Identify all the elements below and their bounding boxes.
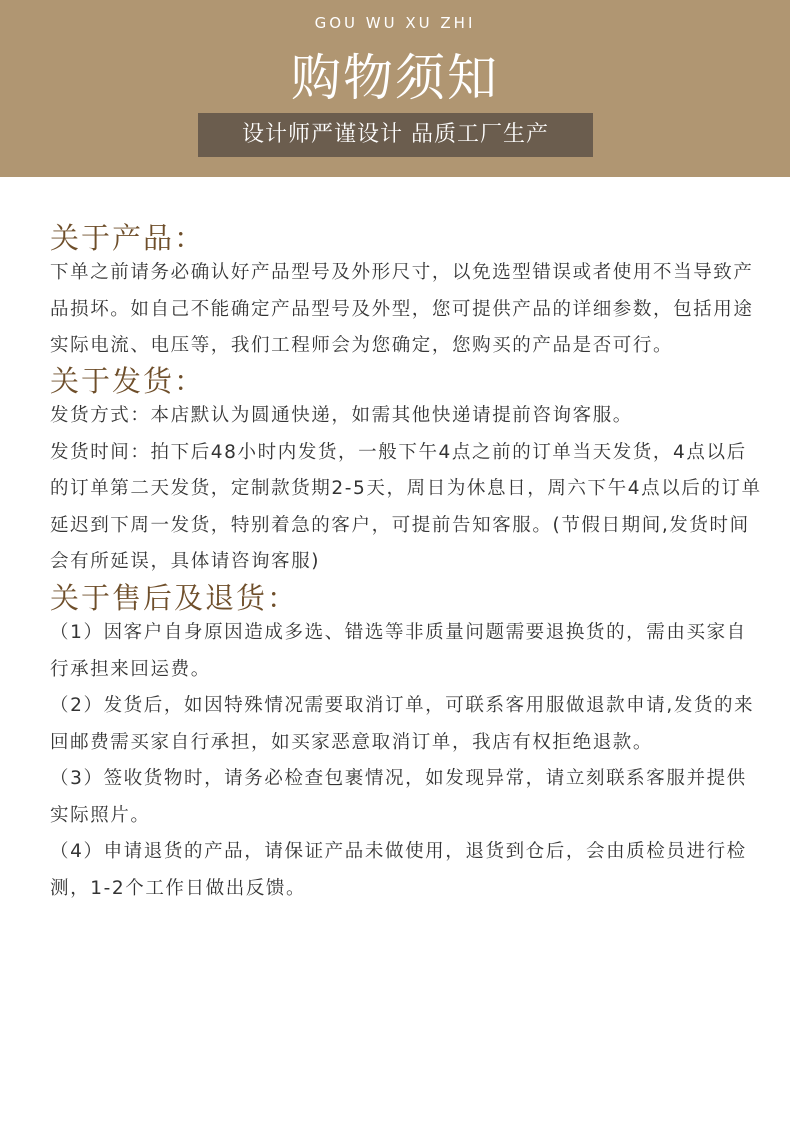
page-title: 购物须知	[291, 49, 499, 107]
section-text-line: 品损坏。如自己不能确定产品型号及外型，您可提供产品的详细参数，包括用途	[50, 298, 754, 320]
section-text-line: 的订单第二天发货，定制款货期2-5天，周日为休息日，周六下午4点以后的订单	[50, 478, 762, 499]
section-heading: 关于产品：	[50, 221, 206, 255]
slogan-badge: 设计师严谨设计 品质工厂生产	[198, 113, 593, 157]
section-text-line: 回邮费需买家自行承担，如买家恶意取消订单，我店有权拒绝退款。	[50, 731, 654, 753]
section-text-line: 发货方式：本店默认为圆通快递，如需其他快递请提前咨询客服。	[50, 405, 633, 426]
section-text-line: 测，1-2个工作日做出反馈。	[50, 877, 307, 899]
header-pinyin: GOU WU XU ZHI	[314, 14, 476, 32]
section-text-line: 行承担来回运费。	[50, 658, 211, 680]
section-text-line: （2）发货后，如因特殊情况需要取消订单，可联系客用服做退款申请,发货的来	[50, 695, 755, 716]
section-heading: 关于售后及退货：	[50, 581, 299, 615]
section-text-line: （1）因客户自身原因造成多选、错选等非质量问题需要退换货的，需由买家自	[50, 622, 747, 643]
section-text-line: 实际电流、电压等，我们工程师会为您确定，您购买的产品是否可行。	[50, 335, 674, 356]
section-text-line: 延迟到下周一发货，特别着急的客户，可提前告知客服。(节假日期间,发货时间	[50, 514, 750, 536]
section-heading: 关于发货：	[50, 364, 206, 398]
section-text-line: （4）申请退货的产品，请保证产品未做使用，退货到仓后，会由质检员进行检	[50, 841, 747, 862]
header-banner	[0, 0, 790, 177]
section-text-line: （3）签收货物时，请务必检查包裹情况，如发现异常，请立刻联系客服并提供	[50, 768, 747, 789]
section-text-line: 实际照片。	[50, 804, 151, 826]
section-text-line: 发货时间：拍下后48小时内发货，一般下午4点之前的订单当天发货，4点以后	[50, 441, 747, 463]
section-text-line: 会有所延误，具体请咨询客服)	[50, 551, 321, 572]
section-text-line: 下单之前请务必确认好产品型号及外形尺寸，以免选型错误或者使用不当导致产	[50, 262, 754, 283]
